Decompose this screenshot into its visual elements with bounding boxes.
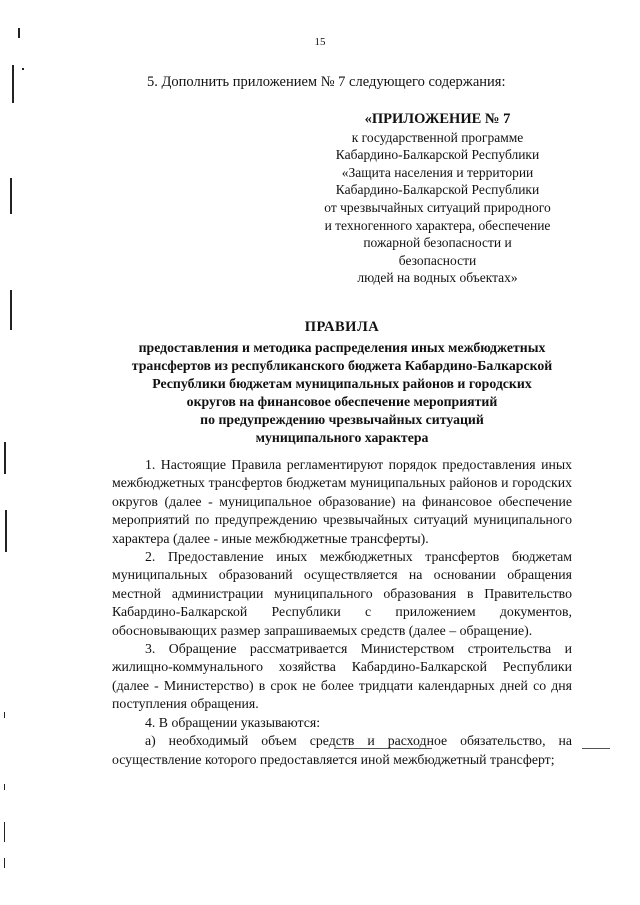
- rules-subtitle-line: по предупреждению чрезвычайных ситуаций: [200, 412, 484, 427]
- paragraph: 3. Обращение рассматривается Министерством строительства и жилищно-коммунального хозяйства Кабардино-Балкарской Республики (далее - Министерство) в срок не более тридцати календарных дней со дня поступления обращения.: [112, 641, 572, 712]
- appendix-header: [300, 111, 575, 287]
- appendix-line: людей на водных объектах»: [357, 270, 518, 286]
- document-body: [112, 456, 572, 769]
- appendix-line: пожарной безопасности и: [363, 235, 512, 251]
- intro-line: 5. Дополнить приложением № 7 следующего содержания:: [147, 74, 506, 90]
- appendix-line: и техногенного характера, обеспечение: [324, 217, 551, 233]
- page-number: 15: [314, 36, 326, 48]
- appendix-line: Кабардино-Балкарской Республики: [335, 182, 540, 198]
- rules-heading: ПРАВИЛА: [304, 319, 380, 335]
- rules-subtitle-line: трансфертов из республиканского бюджета Кабардино-Балкарской: [131, 358, 553, 373]
- appendix-line: безопасности: [398, 252, 477, 268]
- rules-subtitle-line: округов на финансовое обеспечение мероприятий: [186, 394, 498, 409]
- appendix-line: Кабардино-Балкарской Республики: [335, 147, 540, 163]
- appendix-line: к государственной программе: [351, 129, 524, 145]
- appendix-line: от чрезвычайных ситуаций природного: [324, 199, 551, 215]
- scan-dash-line: [582, 748, 610, 749]
- rules-subtitle-line: Республики бюджетам муниципальных районов и городских: [152, 376, 532, 391]
- paragraph: 1. Настоящие Правила регламентируют порядок предоставления иных межбюджетных трансфертов бюджетам муниципальных районов и городских округов (далее - муниципальное образование) на финансовое обеспечение мероприятий по предупреждению чрезвычайных ситуаций муниципального характера (далее - иные межбюджетные трансферты).: [112, 457, 572, 546]
- rules-title-block: [112, 318, 572, 447]
- appendix-title: «ПРИЛОЖЕНИЕ № 7: [364, 111, 511, 127]
- paragraph: 4. В обращении указываются:: [145, 714, 321, 730]
- paragraph: а) необходимый объем средств и расходное обязательство, на осуществление которого предоставляется иной межбюджетный трансферт;: [112, 733, 572, 767]
- rules-subtitle-line: предоставления и методика распределения иных межбюджетных: [138, 340, 546, 355]
- paragraph: 2. Предоставление иных межбюджетных трансфертов бюджетам муниципальных образований осуществляется на основании обращения местной администрации муниципального образования в Правительство Кабардино-Балкарской Республики с приложением документов, обосновывающих размер запрашиваемых средств (далее – обращение).: [112, 549, 572, 638]
- scan-dash-line: [334, 748, 432, 749]
- appendix-line: «Защита населения и территории: [341, 164, 534, 180]
- rules-subtitle-line: муниципального характера: [255, 430, 429, 445]
